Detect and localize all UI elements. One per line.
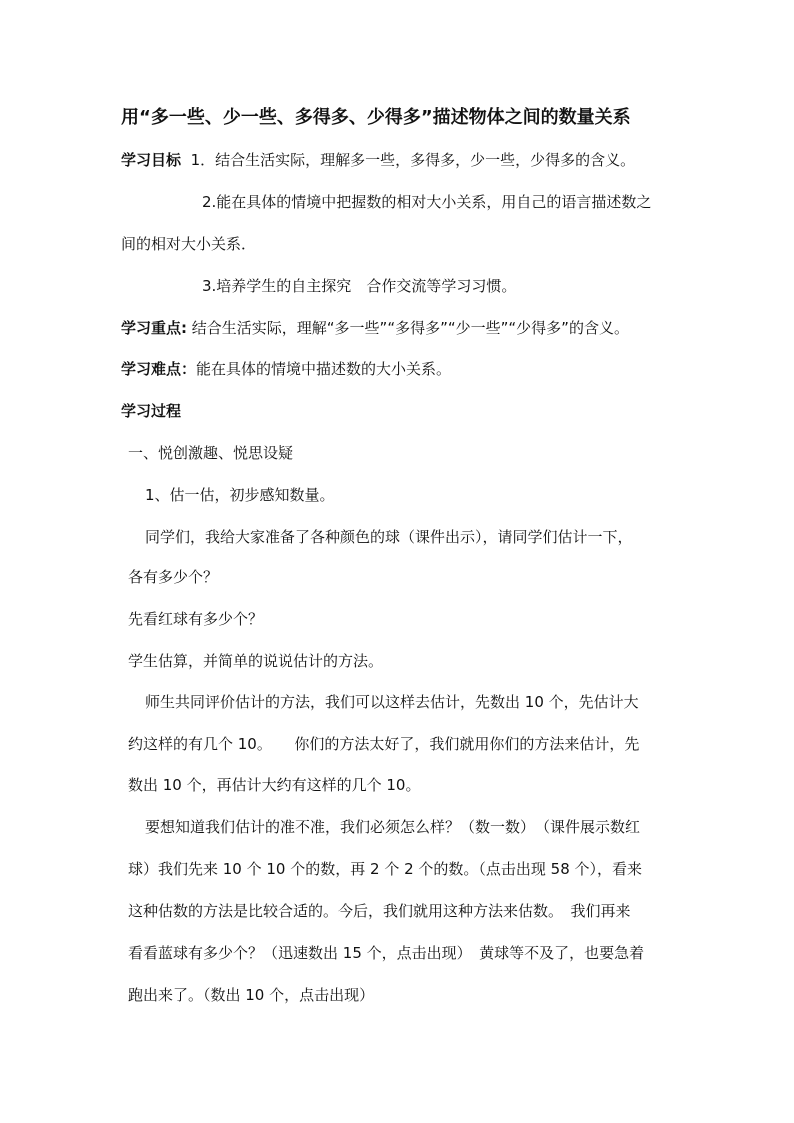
objectives-item1-line — [121, 150, 635, 170]
paragraph-5-line-1: 要想知道我们估计的准不准，我们必须怎么样？（数一数） （课件展示数红 — [145, 818, 641, 836]
paragraph-5-line-3: 这种估数的方法是比较合适的。今后，我们就用这种方法来估数。 我们再来 — [128, 902, 631, 920]
key-point-line — [121, 318, 629, 338]
objectives-item2-line2: 间的相对大小关系． — [121, 235, 257, 253]
paragraph-1-line-2: 各有多少个？ — [128, 568, 219, 586]
document-title: 用“多一些、少一些、多得多、少得多”描述物体之间的数量关系 — [121, 107, 631, 128]
paragraph-1-line-1: 同学们，我给大家准备了各种颜色的球（课件出示），请同学们估计一下， — [145, 528, 633, 546]
key-point-text: 结合生活实际，理解“多一些”“多得多”“少一些”“少得多”的含义。 — [191, 319, 629, 337]
difficulty-text: 能在具体的情境中描述数的大小关系。 — [196, 360, 452, 378]
paragraph-5-line-2: 球）我们先来 10 个 10 个的数，再 2 个 2 个的数。（点击出现 58 个），看来 — [128, 860, 643, 878]
objectives-item1: 1．结合生活实际，理解多一些，多得多，少一些，少得多的含义。 — [190, 151, 636, 169]
paragraph-5-line-5: 跑出来了。（数出 10 个，点击出现） — [128, 986, 375, 1004]
objectives-item3: 3.培养学生的自主探究 合作交流等学习习惯。 — [202, 277, 517, 295]
paragraph-4-line-3: 数出 10 个，再估计大约有这样的几个 10。 — [128, 776, 421, 794]
objectives-label: 学习目标 — [121, 151, 182, 169]
paragraph-4-line-1: 师生共同评价估计的方法，我们可以这样去估计，先数出 10 个，先估计大 — [145, 693, 639, 711]
process-heading: 学习过程 — [121, 402, 182, 420]
key-point-label: 学习重点: — [121, 319, 187, 337]
difficulty-line — [121, 359, 451, 379]
section-heading: 一、悦创激趣、悦思设疑 — [128, 444, 294, 462]
paragraph-4-line-2: 约这样的有几个 10。 你们的方法太好了，我们就用你们的方法来估计，先 — [128, 735, 640, 753]
paragraph-2: 先看红球有多少个？ — [128, 610, 264, 628]
objectives-item2-line1: 2.能在具体的情境中把握数的相对大小关系，用自己的语言描述数之 — [202, 193, 652, 211]
difficulty-label: 学习难点： — [121, 360, 197, 378]
step-heading: 1、估一估，初步感知数量。 — [145, 486, 335, 504]
paragraph-3: 学生估算，并简单的说说估计的方法。 — [128, 652, 384, 670]
paragraph-5-line-4: 看看蓝球有多少个？（迅速数出 15 个，点击出现） 黄球等不及了，也要急着 — [128, 944, 645, 962]
